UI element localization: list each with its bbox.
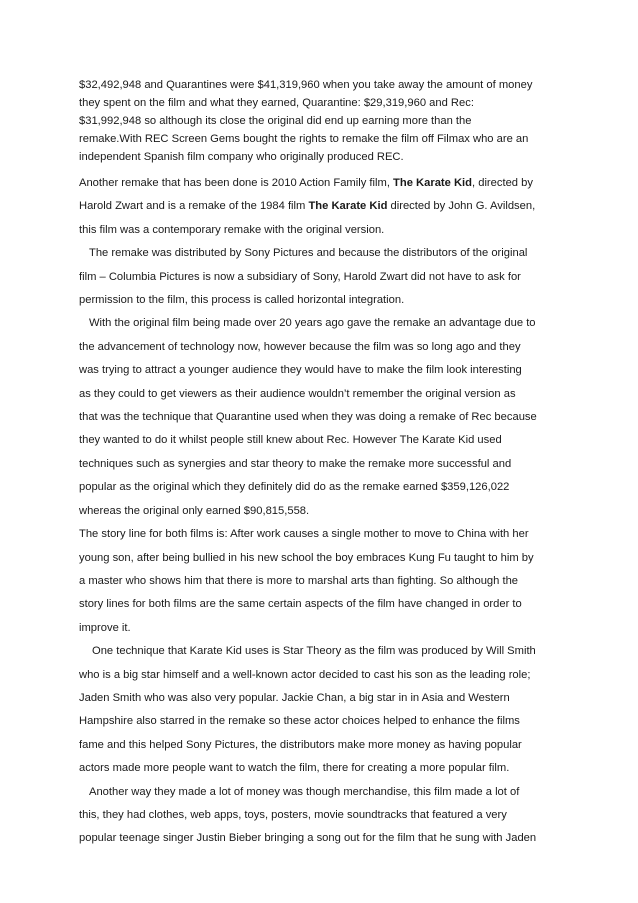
text-line: who is a big star himself and a well-known actor decided to cast his son as the leading role;	[79, 668, 531, 681]
document-page	[79, 76, 569, 851]
text-line: fame and this helped Sony Pictures, the distributors make more money as having popular	[79, 738, 522, 751]
text-line	[79, 219, 569, 242]
paragraph-star-theory	[79, 640, 569, 780]
text-line: the advancement of technology now, however because the film was so long ago and they	[79, 340, 521, 353]
text-line: as they could to get viewers as their audience wouldn’t remember the original version as	[79, 387, 516, 400]
text-segment: this film was a contemporary remake with the original version.	[79, 223, 385, 236]
paragraph-story-line	[79, 523, 569, 640]
text-line: $32,492,948 and Quarantines were $41,319,960 when you take away the amount of money	[79, 79, 533, 91]
text-line: $31,992,948 so although its close the original did end up earning more than the	[79, 115, 472, 127]
text-line: popular as the original which they definitely did do as the remake earned $359,126,022	[79, 481, 510, 494]
text-line	[79, 195, 569, 218]
film-title: The Karate Kid	[393, 177, 472, 189]
text-line: that was the technique that Quarantine used when they was doing a remake of Rec because	[79, 411, 537, 424]
paragraph-technology	[79, 312, 569, 523]
text-line: popular teenage singer Justin Bieber bringing a song out for the film that he sung with Jaden	[79, 832, 537, 845]
text-segment: directed by John G. Avildsen,	[387, 200, 536, 213]
text-line: actors made more people want to watch the film, there for creating a more popular film.	[79, 762, 510, 775]
paragraph-karate-kid-intro	[79, 172, 569, 242]
text-line: techniques such as synergies and star theory to make the remake more successful and	[79, 457, 512, 470]
text-line: The remake was distributed by Sony Pictures and because the distributors of the original	[89, 247, 528, 260]
text-segment: Another remake that has been done is 2010 Action Family film,	[79, 177, 394, 189]
paragraph-merchandise	[79, 781, 569, 851]
text-segment: , directed by	[472, 177, 533, 189]
text-line: remake.With REC Screen Gems bought the rights to remake the film off Filmax who are an	[79, 133, 529, 145]
film-title: The Karate Kid	[308, 200, 388, 213]
text-line: improve it.	[79, 621, 131, 634]
text-line: One technique that Karate Kid uses is Star Theory as the film was produced by Will Smith	[92, 645, 536, 658]
text-line: independent Spanish film company who originally produced REC.	[79, 151, 404, 163]
text-line	[79, 172, 569, 195]
text-line: was trying to attract a younger audience they would have to make the film look interesting	[79, 364, 522, 377]
text-line: film – Columbia Pictures is now a subsidiary of Sony, Harold Zwart did not have to ask for	[79, 270, 521, 283]
text-line: The story line for both films is: After work causes a single mother to move to China with her	[79, 528, 529, 541]
text-line: whereas the original only earned $90,815,558.	[79, 504, 310, 517]
paragraph-box-office	[79, 76, 569, 166]
text-line: Jaden Smith who was also very popular. Jackie Chan, a big star in in Asia and Western	[79, 691, 510, 704]
text-line: With the original film being made over 20 years ago gave the remake an advantage due to	[89, 317, 536, 330]
text-line: Another way they made a lot of money was though merchandise, this film made a lot of	[89, 785, 520, 798]
text-line: a master who shows him that there is more to marshal arts than fighting. So although the	[79, 574, 519, 587]
text-line: Hampshire also starred in the remake so these actor choices helped to enhance the films	[79, 715, 520, 728]
text-line: they wanted to do it whilst people still knew about Rec. However The Karate Kid used	[79, 434, 502, 447]
text-line: permission to the film, this process is called horizontal integration.	[79, 294, 405, 307]
text-line: young son, after being bullied in his new school the boy embraces Kung Fu taught to him by	[79, 551, 534, 564]
text-line: this, they had clothes, web apps, toys, posters, movie soundtracks that featured a very	[79, 808, 507, 821]
paragraph-distribution	[79, 242, 569, 312]
text-line: story lines for both films are the same certain aspects of the film have changed in order to	[79, 598, 522, 611]
text-line: they spent on the film and what they earned, Quarantine: $29,319,960 and Rec:	[79, 97, 474, 109]
text-segment: Harold Zwart and is a remake of the 1984 film	[79, 200, 309, 213]
